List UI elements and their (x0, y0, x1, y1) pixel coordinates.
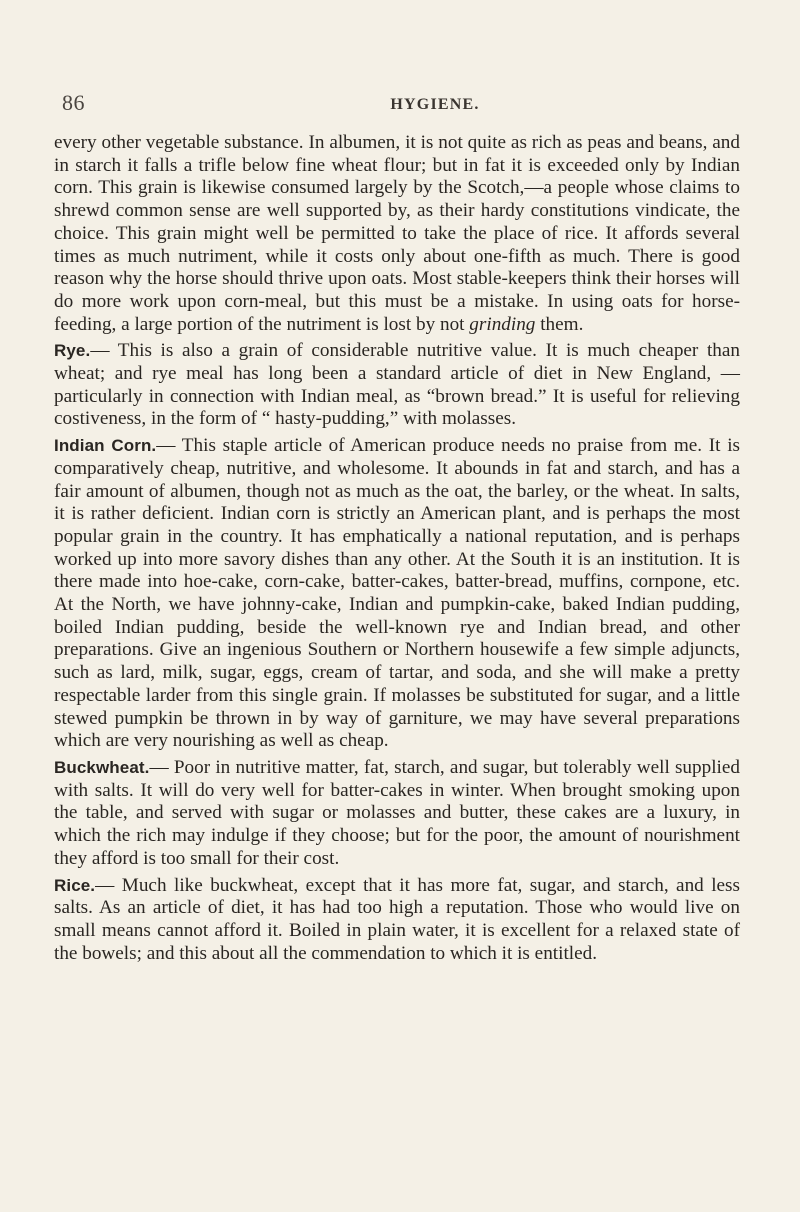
paragraph-text: — Much like buckwheat, except that it has more fat, sugar, and starch, and less salts. As an article of diet, it has had too high a reputation. Those who would live on small means cannot afford it. Boiled in plain water, it is excellent for a relaxed state of the bowels; and this about all the commendation to which it is entitled. (54, 874, 740, 964)
paragraph-text: — Poor in nutritive matter, fat, starch, and sugar, but tolerably well supplied with salts. It will do very well for batter-cakes in winter. When brought smoking upon the table, and served with sugar or molasses and butter, these cakes are a luxury, in which the rich may indulge if they choose; but for the poor, the amount of nourishment they afford is too small for their cost. (54, 756, 740, 869)
running-head: HYGIENE. (390, 96, 480, 113)
section-heading-buckwheat: Buckwheat. (54, 757, 150, 777)
page-number: 86 (62, 90, 85, 115)
paragraph-continuation (54, 132, 740, 336)
paragraph-text: — This is also a grain of considerable nutritive value. It is much cheaper than wheat; and rye meal has long been a standard article of diet in New England, — particularly in connection with Indian meal, as “brown bread.” It is useful for relieving costiveness, in the form of “ hasty-pudding,” with molasses. (54, 340, 740, 430)
paragraph-indian-corn (54, 435, 740, 753)
paragraph-text-end: them. (535, 313, 584, 335)
section-heading-rice: Rice. (54, 875, 96, 895)
paragraph-text: — This staple article of American produce needs no praise from me. It is comparatively cheap, nutritive, and wholesome. It abounds in fat and starch, and has a fair amount of albumen, though not as much as the oat, the barley, or the wheat. In salts, it is rather deficient. Indian corn is strictly an American plant, and is perhaps the most popular grain in the country. It has emphatically a national reputation, and is perhaps worked up into more savory dishes than any other. At the South it is an institution. It is there made into hoe-cake, corn-cake, batter-cakes, batter-bread, muffins, cornpone, etc. At the North, we have johnny-cake, Indian and pumpkin-cake, baked Indian pudding, boiled Indian pudding, beside the well-known rye and Indian bread, and other preparations. Give an ingenious Southern or Northern housewife a few simple adjuncts, such as lard, milk, sugar, eggs, cream of tartar, and soda, and she will make a pretty respectable larder from this single grain. If molasses be substituted for sugar, and a little stewed pumpkin be thrown in by way of garniture, we may have several preparations which are very nourishing as well as cheap. (54, 435, 740, 752)
section-heading-rye: Rye. (54, 341, 91, 361)
body-text (54, 132, 740, 969)
section-heading-indian-corn: Indian Corn. (54, 436, 157, 456)
paragraph-text: every other vegetable substance. In albumen, it is not quite as rich as peas and beans, and in starch it falls a trifle below fine wheat flour; but in fat it is exceeded only by Indian corn. This grain is likewise consumed largely by the Scotch,—a people whose claims to shrewd common sense are well supported by, as their hardy constitutions vindicate, the choice. This grain might well be permitted to take the place of rice. It affords several times as much nutriment, while it costs only about one-fifth as much. There is good reason why the horse should thrive upon oats. Most stable-keepers think their horses will do more work upon corn-meal, but this must be a mistake. In using oats for horse-feeding, a large portion of the nutriment is lost by not (54, 132, 740, 335)
paragraph-rice (54, 875, 740, 966)
paragraph-buckwheat (54, 757, 740, 871)
emphasis-grinding: grinding (469, 313, 536, 335)
paragraph-rye (54, 340, 740, 431)
